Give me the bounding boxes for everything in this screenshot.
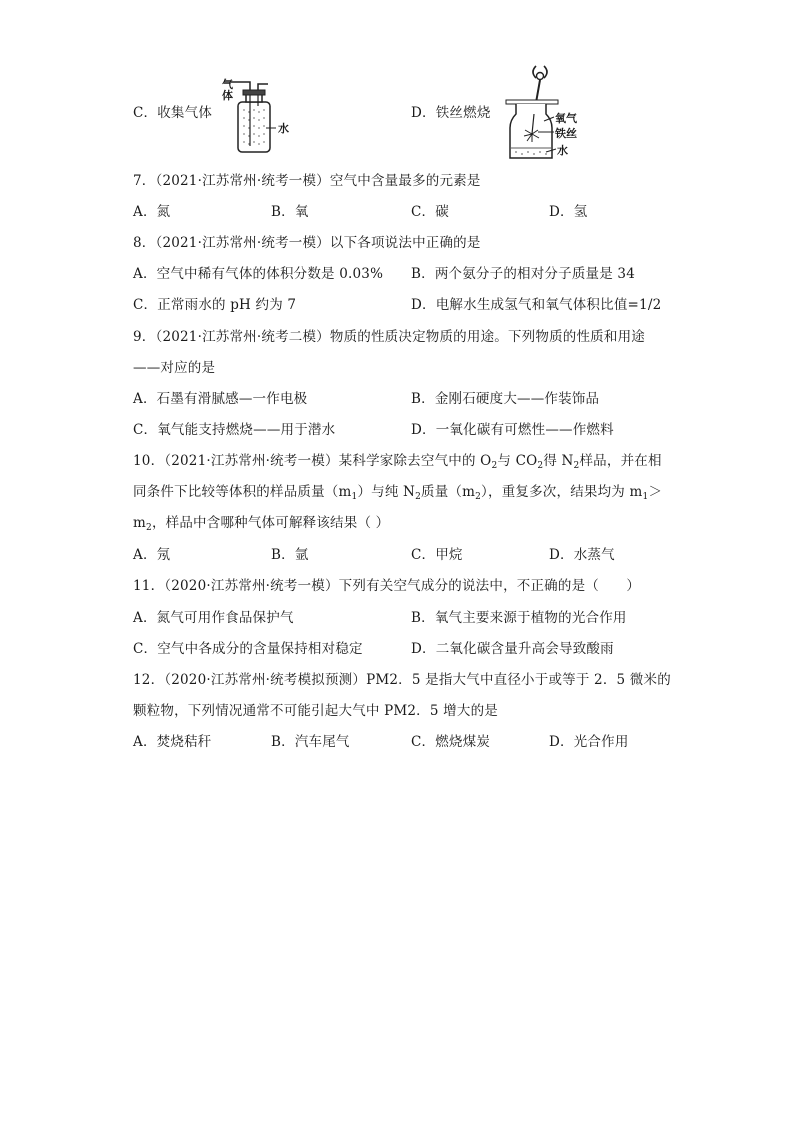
q12-option-b: B．汽车尾气 [271, 734, 350, 750]
q8-option-b: B．两个氨分子的相对分子质量是 34 [411, 266, 635, 282]
q12-option-d: D．光合作用 [549, 734, 629, 750]
question-12-stem-line1: 12．（2020·江苏常州·统考模拟预测）PM2．5 是指大气中直径小于或等于 2．5 微米的 [133, 672, 671, 688]
q12-option-c: C．燃烧煤炭 [411, 734, 491, 750]
q7-option-a: A．氮 [133, 204, 171, 220]
q9-option-d: D．一氧化碳有可燃性——作燃料 [411, 422, 614, 438]
q9-option-c: C．氧气能支持燃烧——用于潜水 [133, 422, 336, 438]
q8-option-a: A．空气中稀有气体的体积分数是 0.03% [133, 266, 384, 282]
q12-option-a: A．焚烧秸秆 [133, 734, 212, 750]
question-9-stem-line1: 9．（2021·江苏常州·统考二模）物质的性质决定物质的用途。下列物质的性质和用途 [133, 329, 645, 345]
q11-option-c: C．空气中各成分的含量保持相对稳定 [133, 641, 363, 657]
question-10-stem-line2: 同条件下比较等体积的样品质量$(m_1)$与纯 $N_2$质量$(m_2)$，重复多次，结果均为 $m_1>$ [133, 484, 663, 502]
question-8-stem: 8．（2021·江苏常州·统考一模）以下各项说法中正确的是 [133, 235, 481, 251]
question-10-stem-line3: $m_2$，样品中含哪种气体可解释该结果（ ） [133, 515, 390, 533]
question-12-stem-line2: 颗粒物，下列情况通常不可能引起大气中 PM2．5 增大的是 [133, 703, 498, 719]
question-9-stem-line2: ——对应的是 [133, 360, 216, 376]
question-7-stem: 7．（2021·江苏常州·统考一模）空气中含量最多的元素是 [133, 173, 481, 189]
q7-option-d: D．氢 [549, 204, 588, 220]
q11-option-b: B．氧气主要来源于植物的光合作用 [411, 610, 627, 626]
q8-option-c: C．正常雨水的 pH 约为 7 [133, 297, 297, 313]
iron-wire-label: 铁丝 [555, 127, 577, 140]
question-11-stem: 11．（2020·江苏常州·统考一模）下列有关空气成分的说法中，不正确的是（ ） [133, 578, 641, 594]
gas-label: 气体 [222, 78, 233, 102]
gas-collection-bottle-figure [218, 76, 298, 156]
q11-option-d: D．二氧化碳含量升高会导致酸雨 [411, 641, 614, 657]
water-label: 水 [557, 144, 568, 157]
q8-option-d: D．电解水生成氢气和氧气体积比值=1/2 [411, 297, 662, 313]
q10-option-b: B．氩 [271, 547, 309, 563]
q10-option-c: C．甲烷 [411, 547, 463, 563]
q9-option-a: A．石墨有滑腻感—一作电极 [133, 391, 308, 407]
q11-option-a: A．氮气可用作食品保护气 [133, 610, 294, 626]
q7-option-b: B．氧 [271, 204, 309, 220]
water-label: 水 [278, 122, 289, 135]
q7-option-c: C．碳 [411, 204, 449, 220]
q9-option-b: B．金刚石硬度大——作装饰品 [411, 391, 600, 407]
option-d-iron-wire-burning: D．铁丝燃烧 [411, 105, 491, 121]
iron-wire-combustion-figure [498, 64, 588, 162]
q10-option-a: A．氖 [133, 547, 171, 563]
oxygen-label: 氧气 [555, 112, 577, 125]
option-c-collect-gas: C．收集气体 [133, 105, 213, 121]
q10-option-d: D．水蒸气 [549, 547, 615, 563]
question-10-stem-line1: 10．（2021·江苏常州·统考一模）某科学家除去空气中的 $O_2$与 $CO_2$得 $N_2$样品，并在相 [133, 453, 662, 471]
